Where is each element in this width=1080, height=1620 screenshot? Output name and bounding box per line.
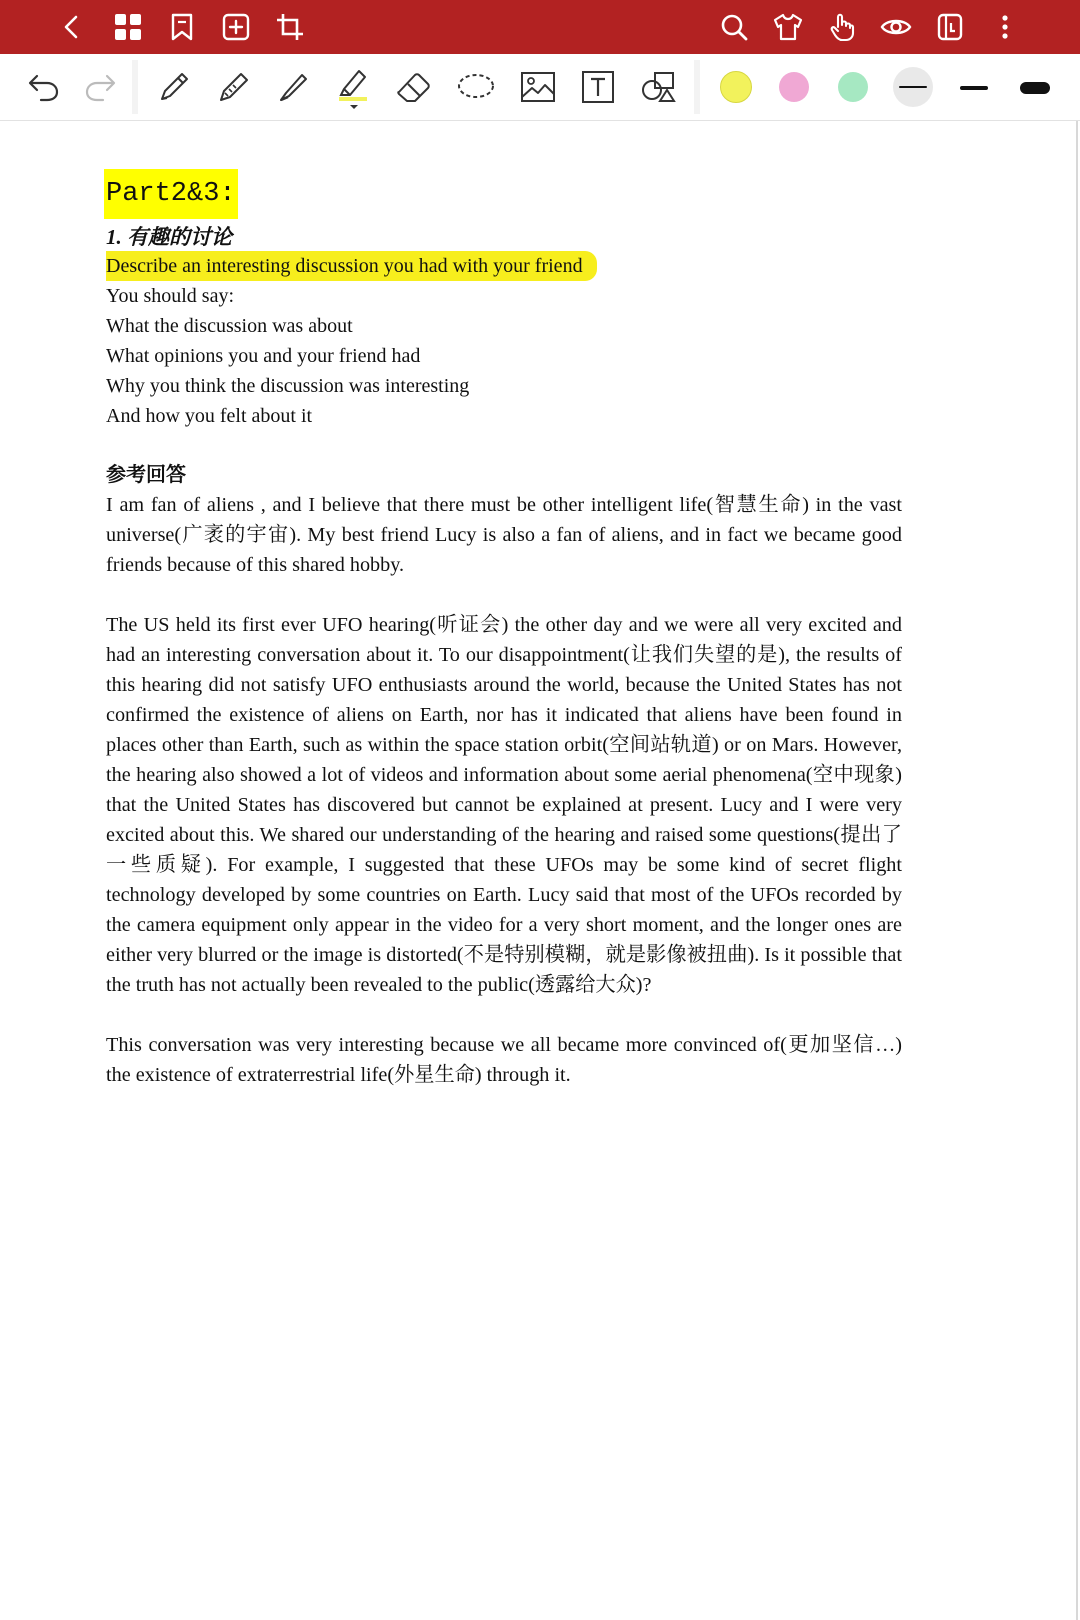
cue-line: What the discussion was about — [106, 315, 353, 337]
brush-pen-icon[interactable] — [270, 63, 318, 111]
color-swatch-green[interactable] — [838, 72, 868, 102]
stroke-width-medium[interactable] — [960, 86, 988, 90]
cue-line: You should say: — [106, 285, 234, 307]
section-heading: Part2&3: — [104, 169, 238, 219]
grid-icon[interactable] — [108, 7, 148, 47]
color-swatch-pink[interactable] — [779, 72, 809, 102]
stroke-width-thick[interactable] — [1020, 82, 1050, 94]
answer-paragraph: The US held its first ever UFO hearing(听证会) the other day and we were all very excited and had an interesting conversation about it. To our disappointment(让我们失望的是), the results of this hearing did not satisfy UFO enthusiasts around the world, because the United States has not confirmed the existence of aliens on Earth, nor has it indicated that aliens have been found in places other than Earth, such as within the space station orbit(空间站轨道) or on Mars. However, the hearing also showed a lot of videos and information about some aerial phenomena(空中现象) that the United States has discovered but cannot be explained at present. Lucy and I were very excited about this. We shared our understanding of the hearing and raised some questions(提出了一些质疑). For example, I suggested that these UFOs may be some kind of secret flight technology developed by some countries on Earth. Lucy said that most of the UFOs recorded by the camera equipment only appear in the video for a very short moment, and the longer ones are either very blurred or the image is distorted(不是特别模糊，就是影像被扭曲). Is it possible that the truth has not actually been revealed to the public(透露给大众)? — [106, 614, 902, 996]
question-title: 1. 有趣的讨论 — [106, 225, 232, 249]
lasso-icon[interactable] — [452, 63, 500, 111]
chevron-left-icon[interactable] — [52, 7, 92, 47]
cue-line: And how you felt about it — [106, 405, 313, 427]
answer-paragraph: This conversation was very interesting because we all became more convinced of(更加坚信…) the existence of extraterrestrial life(外星生命) through it. — [106, 1034, 902, 1086]
fountain-pen-icon[interactable] — [150, 63, 198, 111]
cue-line: Why you think the discussion was interesting — [106, 375, 470, 397]
document-content — [106, 169, 902, 1090]
page-edge — [1076, 121, 1078, 1620]
highlighter-icon[interactable] — [330, 63, 378, 111]
note-page[interactable] — [0, 121, 1076, 1620]
toolbar-divider — [694, 60, 700, 114]
crop-icon[interactable] — [270, 7, 310, 47]
undo-icon[interactable] — [20, 63, 68, 111]
drawing-toolbar — [0, 54, 1080, 121]
answer-heading: 参考回答 — [106, 464, 186, 486]
shapes-icon[interactable] — [634, 63, 682, 111]
answer-paragraph: I am fan of aliens , and I believe that there must be other intelligent life(智慧生命) in the vast universe(广袤的宇宙). My best friend Lucy is also a fan of aliens, and in fact we became good friends because of this shared hobby. — [106, 494, 902, 576]
top-bar — [0, 0, 1080, 54]
redo-icon[interactable] — [76, 63, 124, 111]
eye-icon[interactable] — [876, 7, 916, 47]
search-icon[interactable] — [714, 7, 754, 47]
bookmark-icon[interactable] — [162, 7, 202, 47]
shirt-icon[interactable] — [768, 7, 808, 47]
more-icon[interactable] — [985, 7, 1025, 47]
prompt-highlighted: Describe an interesting discussion you had with your friend — [106, 251, 597, 281]
layout-icon[interactable] — [930, 7, 970, 47]
text-box-icon[interactable] — [574, 63, 622, 111]
touch-icon[interactable] — [822, 7, 862, 47]
toolbar-divider — [132, 60, 138, 114]
color-swatch-yellow[interactable] — [720, 71, 752, 103]
eraser-icon[interactable] — [390, 63, 438, 111]
stroke-width-thin[interactable] — [893, 67, 933, 107]
pencil-icon[interactable] — [210, 63, 258, 111]
image-icon[interactable] — [514, 63, 562, 111]
add-page-icon[interactable] — [216, 7, 256, 47]
cue-line: What opinions you and your friend had — [106, 345, 421, 367]
